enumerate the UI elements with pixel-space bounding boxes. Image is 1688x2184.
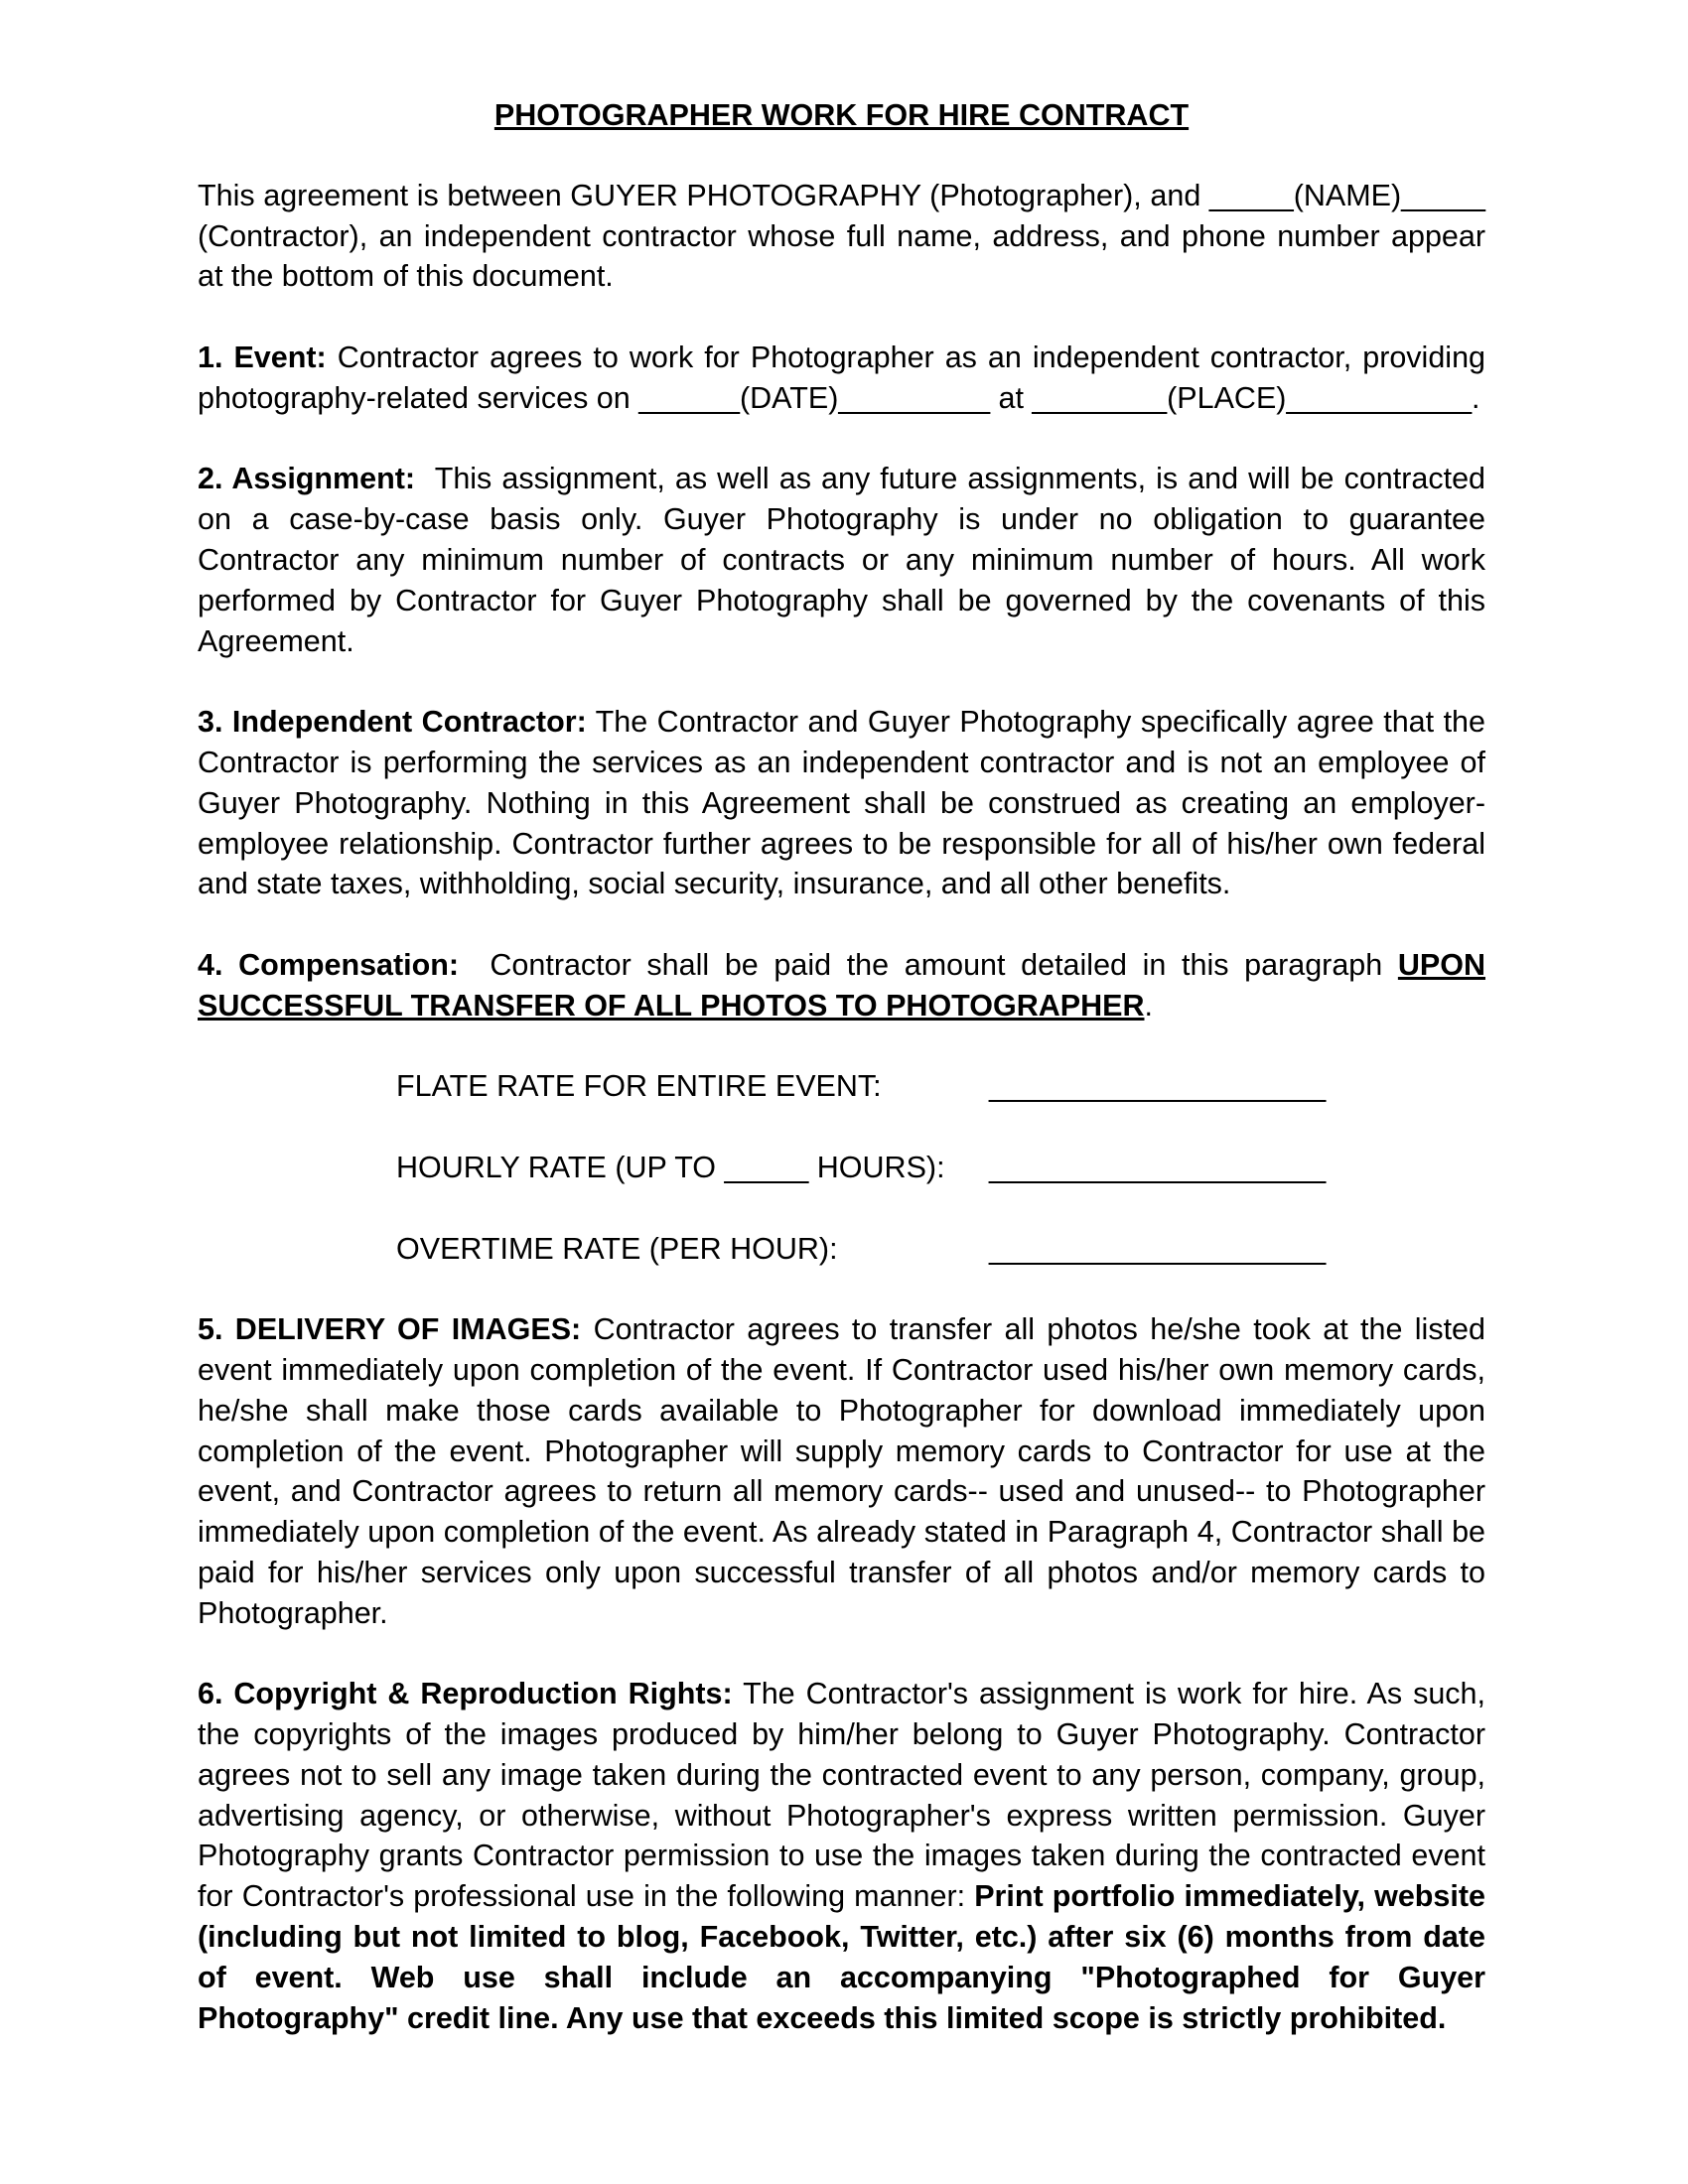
compensation-period: . xyxy=(1144,988,1153,1023)
rate-row-hourly xyxy=(198,1148,1485,1188)
section-body: The Contractor's assignment is work for hire. As such, the copyrights of the images produced by him/her belong to Guyer Photography. Contractor agrees not to sell any image taken during the contracted event to any person, company, group, advertising agency, or otherwise, without Photographer's express written permission. Guyer Photography grants Contractor permission to use the images taken during the contracted event for Contractor's professional use in the following manner: xyxy=(198,1677,1485,1914)
section-copyright xyxy=(198,1674,1485,2038)
section-independent-contractor xyxy=(198,702,1485,904)
section-compensation xyxy=(198,945,1485,1026)
rate-label: HOURLY RATE (UP TO _____ HOURS): xyxy=(396,1150,945,1184)
section-delivery-of-images xyxy=(198,1309,1485,1633)
rate-table xyxy=(198,1066,1485,1269)
rate-row-overtime xyxy=(198,1229,1485,1270)
compensation-emphasis: UPON SUCCESSFUL TRANSFER OF ALL PHOTOS TO PHOTOGRAPHER xyxy=(198,947,1485,1023)
section-heading: 5. DELIVERY OF IMAGES: xyxy=(198,1312,582,1347)
intro-text: This agreement is between GUYER PHOTOGRAPHY (Photographer), and _____(NAME)_____ (Contractor), an independent contractor whose full name, address, and phone number appear at the bottom of this document. xyxy=(198,178,1485,294)
rate-blank-field: ____________________ xyxy=(989,1231,1327,1266)
contract-page xyxy=(198,95,1485,2079)
section-assignment xyxy=(198,459,1485,661)
section-heading: 6. Copyright & Reproduction Rights: xyxy=(198,1677,733,1711)
intro-paragraph xyxy=(198,176,1485,297)
usage-terms: Print portfolio immediately, website (including but not limited to blog, Facebook, Twitter, etc.) after six (6) months from date of event. Web use shall include an accompanying "Photographed for Guyer Photography" credit line. Any use that exceeds this limited scope is strictly prohibited. xyxy=(198,1879,1485,2035)
section-heading: 2. Assignment: xyxy=(198,462,416,496)
rate-label: FLATE RATE FOR ENTIRE EVENT: xyxy=(396,1069,882,1104)
rate-label: OVERTIME RATE (PER HOUR): xyxy=(396,1231,838,1266)
section-body: The Contractor and Guyer Photography specifically agree that the Contractor is performing the services as an independent contractor and is not an employee of Guyer Photography. Nothing in this Agreement shall be construed as creating an employer-employee relationship. Contractor further agrees to be responsible for all of his/her own federal and state taxes, withholding, social security, insurance, and all other benefits. xyxy=(198,705,1485,901)
page-title: PHOTOGRAPHER WORK FOR HIRE CONTRACT xyxy=(493,98,1190,132)
section-event xyxy=(198,338,1485,419)
section-heading: 3. Independent Contractor: xyxy=(198,705,587,740)
section-body: Contractor agrees to transfer all photos he/she took at the listed event immediately upon completion of the event. If Contractor used his/her own memory cards, he/she shall make those cards available to Photographer for download immediately upon completion of the event. Photographer will supply memory cards to Contractor for use at the event, and Contractor agrees to return all memory cards-- used and unused-- to Photographer immediately upon completion of the event. As already stated in Paragraph 4, Contractor shall be paid for his/her services only upon successful transfer of all photos and/or memory cards to Photographer. xyxy=(198,1312,1485,1630)
section-heading: 4. Compensation: xyxy=(198,947,460,982)
section-body: This assignment, as well as any future assignments, is and will be contracted on a case-by-case basis only. Guyer Photography is under no obligation to guarantee Contractor any minimum number of contracts or any minimum number of hours. All work performed by Contractor for Guyer Photography shall be governed by the covenants of this Agreement. xyxy=(198,462,1485,658)
rate-blank-field: ____________________ xyxy=(989,1069,1327,1104)
rate-row-flat xyxy=(198,1066,1485,1107)
section-body: Contractor shall be paid the amount detailed in this paragraph xyxy=(490,947,1383,982)
rate-blank-field: ____________________ xyxy=(989,1150,1327,1184)
section-heading: 1. Event: xyxy=(198,340,327,374)
section-body: Contractor agrees to work for Photographer as an independent contractor, providing photography-related services on ______(DATE)_________ at ________(PLACE)___________. xyxy=(198,340,1486,415)
